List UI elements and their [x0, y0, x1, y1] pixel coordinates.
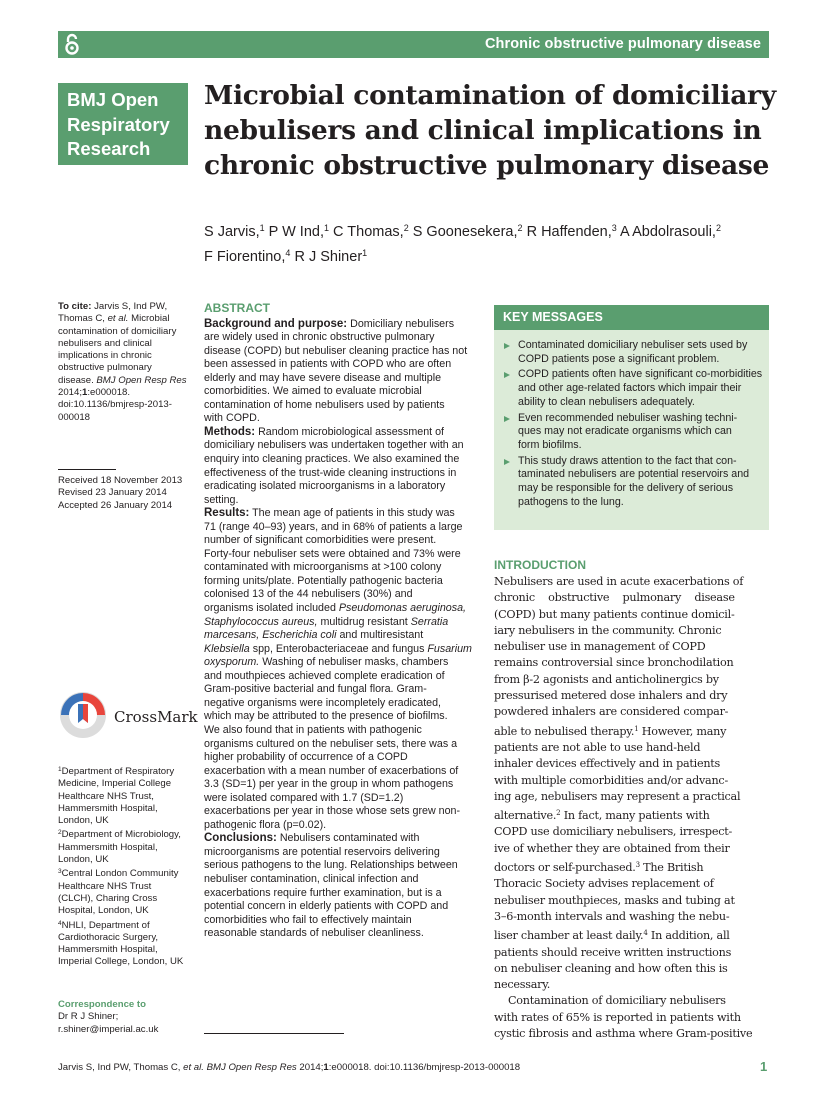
abstract-line: number of significant comorbidities were present. [204, 534, 437, 547]
abstract-line: elderly and may have severe disease and multiple [204, 371, 442, 384]
abstract-line: effectiveness of the trust-wide cleaning instructions in [204, 466, 457, 479]
crossmark-icon [58, 690, 108, 740]
triangle-bullet-icon [504, 372, 510, 378]
cite-text: Thomas C, [58, 313, 108, 325]
affiliation-line: Hammersmith Hospital, [58, 802, 158, 814]
intro-line: patients should receive written instructions [494, 945, 732, 959]
intro-line: with rates of 65% is reported in patients with [494, 1010, 741, 1024]
abstract-line: exacerbations require further examination, but is a [204, 886, 442, 899]
abstract-text: spp, Enterobacteriaceae and fungus [249, 642, 428, 655]
cite-text: Microbial [128, 313, 170, 325]
abstract-line: eradicating isolated microorganisms in a laboratory [204, 480, 446, 493]
abstract-line: Gram-positive bacterial and fungal flora. Gram- [204, 683, 427, 696]
page-number: 1 [760, 1059, 768, 1074]
cite-line: implications in chronic [58, 350, 152, 362]
author: P W Ind, [264, 224, 324, 240]
abstract-line: We also found that in patients with pathogenic [204, 723, 422, 736]
abstract-line: contamination of home nebulisers used by patients [204, 398, 445, 411]
author-affiliation: 1 [323, 223, 329, 233]
abstract-line: contaminated with microorganisms at >100 colony [204, 561, 442, 574]
key-message [504, 412, 760, 453]
intro-line: nebuliser use in management of COPD [494, 640, 706, 654]
footer-text: Jarvis S, Ind PW, Thomas C, [58, 1062, 184, 1073]
results-heading: Results: [204, 507, 250, 520]
intro-line: inhaler devices effectively and in patients [494, 757, 721, 771]
divider [58, 469, 116, 470]
crossmark-badge[interactable] [58, 690, 198, 740]
key-message-line: This study draws attention to the fact that con- [518, 454, 737, 467]
journal-logo [58, 83, 188, 165]
key-message-line: taminated nebulisers are potential reservoirs and [518, 468, 750, 481]
abstract-text: and multiresistant [336, 629, 424, 642]
author-affiliation: 2 [517, 223, 523, 233]
intro-line: COPD use domiciliary nebulisers, irrespect- [494, 825, 733, 839]
intro-text: The British [639, 861, 704, 875]
reference-link[interactable]: 1 [634, 724, 639, 733]
intro-line: on nebuliser cleaning and how often this is [494, 961, 728, 975]
reference-link[interactable]: 2 [556, 809, 561, 818]
abstract-text: Nebulisers contaminated with [276, 832, 420, 845]
revised-date: Revised 23 January 2014 [58, 487, 167, 499]
affiliation-line: (CLCH), Charing Cross [58, 892, 158, 904]
intro-line: pressurised metered dose inhalers and dry [494, 689, 728, 703]
affiliation-line: Healthcare NHS Trust [58, 880, 152, 892]
intro-line: nebuliser mouthpieces, masks and tubing at [494, 893, 735, 907]
species-name: Staphylococcus aureus, [204, 615, 318, 628]
intro-line: powdered inhalers are considered compar- [494, 705, 729, 719]
key-messages-list [494, 330, 769, 509]
abstract-line: reasonable standards of nebuliser cleanliness. [204, 927, 424, 940]
key-message-line: Even recommended nebuliser washing techni- [518, 411, 738, 424]
abstract-heading: ABSTRACT [204, 301, 270, 315]
affiliation-number: 1 [58, 766, 62, 773]
affiliation-line: Medicine, Imperial College [58, 778, 172, 790]
accepted-date: Accepted 26 January 2014 [58, 499, 173, 511]
key-message-line: COPD patients often have significant co-morbidities [518, 368, 763, 381]
author: S Goonesekera, [408, 224, 518, 240]
key-message-line: pathogens to the lung. [518, 495, 624, 508]
cite-journal: BMJ Open Resp Res [96, 374, 187, 386]
key-messages-heading: KEY MESSAGES [494, 305, 769, 330]
intro-text: liser chamber at least daily. [494, 929, 644, 943]
author: A Abdolrasouli, [616, 224, 716, 240]
intro-line: 3–6-month intervals and washing the nebu- [494, 909, 730, 923]
intro-line: necessary. [494, 978, 551, 992]
title-line: chronic obstructive pulmonary disease [204, 150, 770, 181]
abstract-line: were isolated compared with 1.7 (SD=1.2) [204, 791, 404, 804]
journal-name-line: Respiratory [67, 113, 170, 135]
article-title [204, 78, 776, 183]
affiliation-line: Department of Microbiology, [61, 829, 181, 841]
affiliation-line: Central London Community [61, 868, 179, 880]
cite-line: contamination of domiciliary [58, 325, 177, 337]
cite-line: nebulisers and clinical [58, 337, 152, 349]
affiliation-line: Cardiothoracic Surgery, [58, 931, 159, 943]
intro-line: chronic obstructive pulmonary disease [494, 591, 735, 605]
intro-line: from β-2 agonists and anticholinergics by [494, 672, 719, 686]
abstract-line: organisms cultured on the nebuliser sets, there was a [204, 737, 458, 750]
intro-line: iary nebulisers in the community. Chronic [494, 623, 722, 637]
abstract-line: microorganisms are potential reservoirs delivering [204, 845, 440, 858]
abstract-line: been assessed in patients with COPD who are often [204, 358, 452, 371]
abstract-text: Domiciliary nebulisers [347, 317, 455, 330]
abstract-line: 71 (range 40–93) years, and in 68% of patients a large [204, 520, 463, 533]
correspondence-email[interactable]: r.shiner@imperial.ac.uk [58, 1023, 159, 1035]
abstract-text: Washing of nebuliser masks, chambers [259, 656, 449, 669]
abstract-line: and mouthpieces achieved complete eradication of [204, 669, 445, 682]
author: S Jarvis, [204, 224, 260, 240]
affiliation-number: 3 [58, 868, 62, 876]
species-name: Serratia [410, 615, 449, 628]
triangle-bullet-icon [504, 416, 510, 422]
abstract-line: pathogenic flora (p=0.02). [204, 818, 327, 831]
cite-line: obstructive pulmonary [58, 362, 152, 374]
affiliation-line: NHLI, Department of [61, 919, 150, 931]
reference-link[interactable]: 4 [643, 929, 648, 938]
affiliation-line: Healthcare NHS Trust, [58, 790, 154, 802]
correspondence [58, 999, 190, 1036]
author-affiliation: 1 [362, 248, 368, 258]
species-name: Klebsiella [204, 642, 250, 655]
species-name: oxysporum. [204, 656, 260, 669]
cite-doi[interactable]: doi:10.1136/bmjresp-2013- [58, 399, 172, 411]
cite-text: 2014; [58, 387, 83, 399]
affiliation-line: Imperial College, London, UK [58, 956, 184, 968]
intro-line: cystic fibrosis and asthma where Gram-positive [494, 1027, 753, 1041]
footer-text: 2014; [296, 1062, 324, 1073]
affiliations [58, 764, 190, 969]
divider [204, 1033, 344, 1034]
cite-doi[interactable]: 000018 [58, 411, 91, 423]
introduction-body [494, 574, 769, 1042]
affiliation-line: London, UK [58, 815, 109, 827]
key-message-line: and other age-related factors which impair their [518, 382, 742, 395]
reference-link[interactable]: 3 [635, 861, 640, 870]
species-name: Fusarium [427, 642, 472, 655]
footer-journal: BMJ Open Resp Res [206, 1062, 297, 1073]
abstract-line: exacerbations per year in those whose sets grew non- [204, 805, 461, 818]
citation-block [58, 301, 190, 424]
abstract-line: which may be attributed to the presence of biofilms. [204, 710, 448, 723]
title-line: Microbial contamination of domiciliary [204, 80, 776, 111]
background-heading: Background and purpose: [204, 317, 348, 330]
abstract-text: multidrug resistant [317, 615, 411, 628]
cite-etal: et al. [107, 313, 129, 325]
author-row [204, 218, 769, 243]
intro-line: patients are not able to use hand-held [494, 740, 701, 754]
journal-name-line: Research [67, 138, 151, 159]
author: F Fiorentino, [204, 249, 286, 265]
affiliation-line: Hospital, London, UK [58, 905, 149, 917]
abstract-line: negative organisms were incompletely eradicated, [204, 696, 442, 709]
page-footer [58, 1062, 520, 1073]
footer-volume: 1 [323, 1062, 329, 1073]
key-message-line: ques may not eradicate organisms which can [518, 425, 732, 438]
intro-text: In addition, all [647, 929, 730, 943]
abstract-line: are widely used in chronic obstructive pulmonary [204, 331, 435, 344]
intro-text: able to nebulised therapy. [494, 724, 635, 738]
abstract-line: setting. [204, 493, 239, 506]
author-affiliation: 3 [611, 223, 617, 233]
affiliation-line: London, UK [58, 854, 109, 866]
triangle-bullet-icon [504, 459, 510, 465]
abstract-line: nebuliser contamination, clinical infection and [204, 872, 419, 885]
received-date: Received 18 November 2013 [58, 475, 183, 486]
intro-line: ing age, nebulisers may represent a practical [494, 789, 741, 803]
triangle-bullet-icon [504, 343, 510, 349]
intro-line: Thoracic Society advises replacement of [494, 877, 714, 891]
key-message-line: form biofilms. [518, 438, 582, 451]
intro-text: alternative. [494, 809, 557, 823]
cite-volume: 1 [82, 387, 88, 399]
affiliation-line: Department of Respiratory [61, 766, 175, 777]
abstract-line: enquiry into cleaning practices. We also examined the [204, 453, 460, 466]
intro-text: However, many [638, 724, 727, 738]
abstract-line: serious pathogens to the lung. Relationships between [204, 859, 458, 872]
cite-text: :e000018. [87, 387, 131, 399]
key-message-line: ability to clean nebulisers adequately. [518, 395, 695, 408]
affiliation-number: 2 [58, 829, 62, 837]
author-affiliation: 4 [285, 248, 291, 258]
abstract-line: comorbidities who fail to effectively maintain [204, 913, 412, 926]
journal-name-line: BMJ Open [67, 89, 159, 110]
methods-heading: Methods: [204, 425, 256, 438]
abstract-line: potential concern in elderly patients with COPD and [204, 900, 449, 913]
cite-text: disease. [58, 374, 97, 386]
author-affiliation: 1 [259, 223, 265, 233]
intro-text: In fact, many patients with [560, 809, 710, 823]
abstract-line: exacerbation with a mean number of exacerbations of [204, 764, 459, 777]
abstract-line: colonised 13 of the 44 nebulisers (30%) and [204, 588, 413, 601]
intro-line: remains controversial since bronchodilation [494, 656, 734, 670]
author: R J Shiner [290, 249, 363, 265]
title-line: nebulisers and clinical implications in [204, 115, 762, 146]
abstract-line: disease (COPD) but nebuliser cleaning practice has not [204, 344, 468, 357]
crossmark-label: CrossMark [114, 708, 198, 726]
footer-doi: :e000018. doi:10.1136/bmjresp-2013-000018 [328, 1062, 521, 1073]
intro-line: Nebulisers are used in acute exacerbations of [494, 575, 744, 588]
key-message [504, 368, 763, 409]
introduction-heading: INTRODUCTION [494, 558, 586, 572]
affiliation-line: Hammersmith Hospital, [58, 841, 158, 853]
affiliation-number: 4 [58, 919, 62, 927]
section-title: Chronic obstructive pulmonary disease [484, 36, 761, 52]
history-dates [58, 475, 190, 512]
key-message [504, 339, 760, 366]
conclusions-heading: Conclusions: [204, 832, 277, 845]
species-name: Pseudomonas aeruginosa, [338, 602, 467, 615]
abstract-line: Forty-four nebuliser sets were obtained and 73% were [204, 547, 461, 560]
intro-line: Contamination of domiciliary nebulisers [508, 994, 726, 1008]
author-row [204, 243, 769, 268]
abstract-line: higher probability of occurrence of a COPD [204, 751, 408, 764]
footer-etal: et al. [183, 1062, 204, 1073]
abstract-line: with COPD. [204, 412, 260, 425]
cite-label: To cite: [58, 301, 92, 312]
key-message-line: may be responsible for the delivery of serious [518, 482, 734, 495]
intro-text: doctors or self-purchased. [494, 861, 636, 875]
correspondence-name: Dr R J Shiner; [58, 1011, 119, 1023]
intro-line: with multiple comorbidities and/or advanc- [494, 773, 728, 787]
cite-text: Jarvis S, Ind PW, [91, 301, 168, 312]
author-list [204, 218, 769, 268]
species-name: marcesans, Escherichia coli [204, 629, 337, 642]
key-message [504, 455, 760, 510]
key-message-line: COPD patients pose a significant problem. [518, 352, 720, 365]
key-message-line: Contaminated domiciliary nebuliser sets used by [518, 339, 748, 351]
abstract-text: The mean age of patients in this study was [249, 507, 455, 520]
abstract-line: forming units/plate. Potentially pathogenic bacteria [204, 574, 443, 587]
author: C Thomas, [329, 224, 404, 240]
author: R Haffenden, [522, 224, 612, 240]
affiliation-line: Hammersmith Hospital, [58, 944, 158, 956]
author-affiliation: 2 [715, 223, 721, 233]
author-affiliation: 2 [403, 223, 409, 233]
abstract [204, 302, 482, 941]
section-header-bar [58, 31, 769, 58]
abstract-line: 3.3 (SD=1) per year in the group in whom pathogens [204, 778, 454, 791]
open-access-icon [61, 33, 83, 56]
abstract-text: organisms isolated included [204, 602, 339, 615]
abstract-line: comorbidities. We aimed to evaluate microbial [204, 385, 422, 398]
intro-line: ive of whether they are obtained from their [494, 841, 730, 855]
intro-line: (COPD) but many patients continue domicil- [494, 607, 735, 621]
abstract-line: domiciliary nebulisers was undertaken together with an [204, 439, 464, 452]
correspondence-heading: Correspondence to [58, 999, 146, 1010]
key-messages-box [494, 305, 769, 530]
abstract-text: Random microbiological assessment of [255, 425, 445, 438]
